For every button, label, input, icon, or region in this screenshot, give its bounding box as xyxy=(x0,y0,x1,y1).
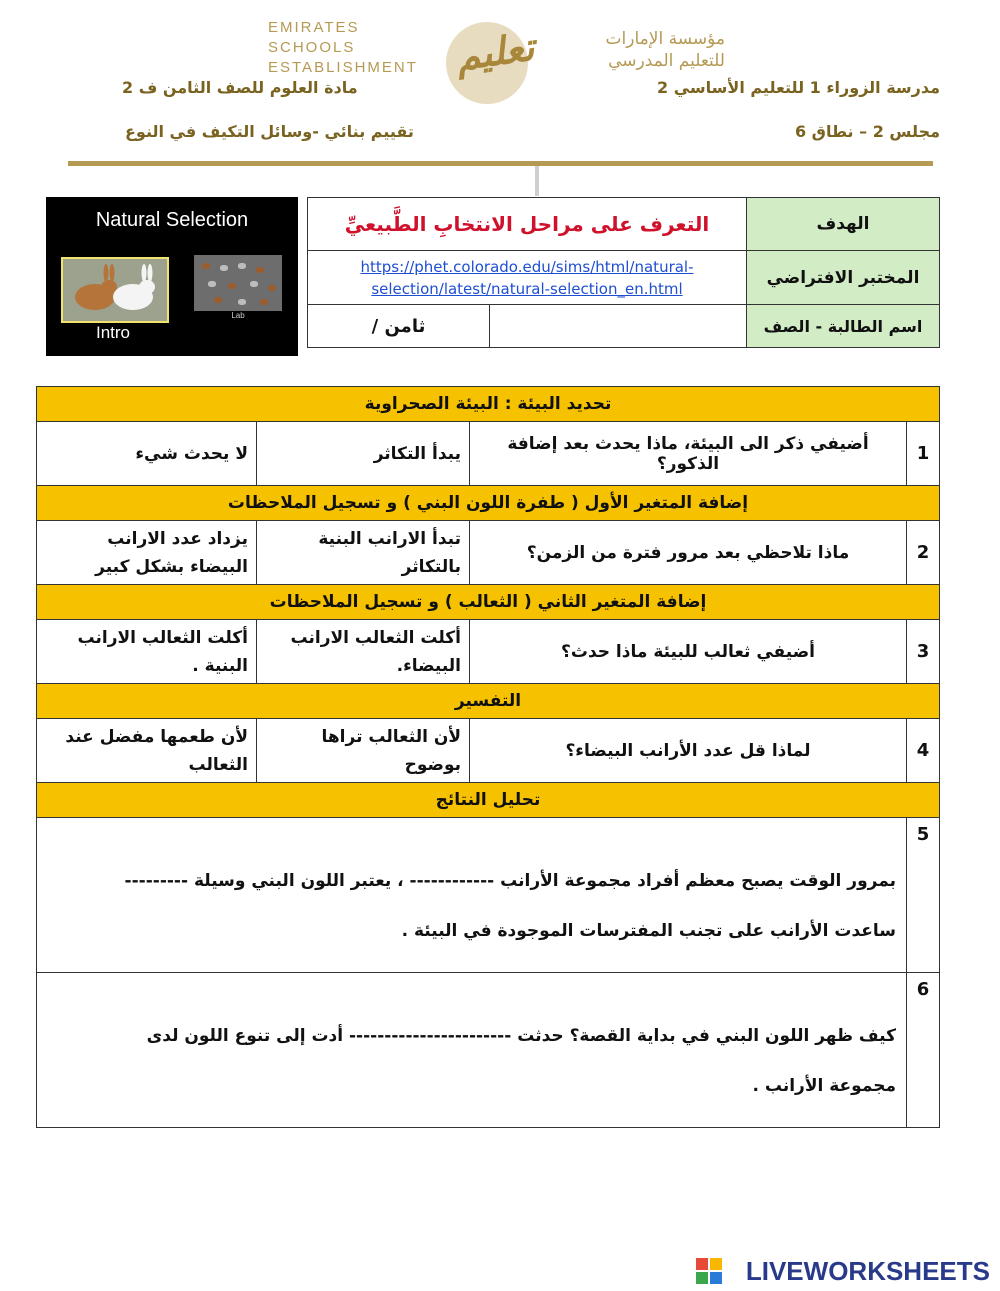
org-name-en-line2: ESTABLISHMENT xyxy=(268,59,418,76)
question-text: أضيفي ثعالب للبيئة ماذا حدث؟ xyxy=(470,620,907,684)
student-name-field[interactable] xyxy=(490,305,747,348)
org-name-ar xyxy=(575,28,725,72)
question-number: 4 xyxy=(907,719,940,783)
header-divider xyxy=(68,161,933,166)
answer-option[interactable]: لا يحدث شيء xyxy=(37,422,257,486)
table-row xyxy=(37,973,940,1128)
subject-title: مادة العلوم للصف الثامن ف 2 xyxy=(122,78,358,97)
answer-option[interactable]: يبدأ التكاثر xyxy=(257,422,470,486)
lab-label: Lab xyxy=(231,311,245,320)
logo: تعليم xyxy=(453,24,537,80)
fill-in-line[interactable]: كيف ظهر اللون البني في بداية القصة؟ حدثت ----------------------- أدت إلى تنوع اللون لدى xyxy=(146,1026,896,1046)
goal-value: التعرف على مراحل الانتخابِ الطَّبيعيِّ xyxy=(308,198,747,251)
answer-option[interactable]: أكلت الثعالب الارانب البيضاء. xyxy=(257,620,470,684)
section-variable-1: إضافة المتغير الأول ( طفرة اللون البني ) و تسجيل الملاحظات xyxy=(37,486,940,521)
worksheet-table xyxy=(36,386,940,1128)
org-name-en xyxy=(268,18,418,78)
simulation-title: Natural Selection xyxy=(95,209,249,231)
org-name-ar-line2: للتعليم المدرسي xyxy=(608,51,725,71)
question-text: ماذا تلاحظي بعد مرور فترة من الزمن؟ xyxy=(470,521,907,585)
fill-in-line: ساعدت الأرانب على تجنب المفترسات الموجودة في البيئة . xyxy=(401,921,896,941)
school-name: مدرسة الزوراء 1 للتعليم الأساسي 2 xyxy=(657,78,940,97)
fill-in-line: مجموعة الأرانب . xyxy=(752,1076,896,1096)
lab-link-line1[interactable]: https://phet.colorado.edu/sims/html/natural- xyxy=(360,257,694,276)
liveworksheets-logo-icon xyxy=(696,1258,722,1284)
info-table xyxy=(307,197,940,348)
section-environment: تحديد البيئة : البيئة الصحراوية xyxy=(37,387,940,422)
section-interpretation: التفسير xyxy=(37,684,940,719)
table-row xyxy=(37,521,940,585)
goal-label: الهدف xyxy=(747,198,940,251)
lab-label-cell: المختبر الافتراضي xyxy=(747,251,940,305)
question-number: 6 xyxy=(907,973,940,1128)
table-row xyxy=(37,422,940,486)
question-text: أضيفي ذكر الى البيئة، ماذا يحدث بعد إضافة الذكور؟ xyxy=(470,422,907,486)
lab-link-line2[interactable]: selection/latest/natural-selection_en.html xyxy=(371,279,683,298)
rabbits-icon xyxy=(63,259,167,321)
org-name-ar-line1: مؤسسة الإمارات xyxy=(605,29,725,49)
table-row xyxy=(37,818,940,973)
answer-option[interactable]: يزداد عدد الارانب البيضاء بشكل كبير xyxy=(37,521,257,585)
section-analysis: تحليل النتائج xyxy=(37,783,940,818)
table-row xyxy=(37,620,940,684)
lab-link[interactable] xyxy=(308,251,747,305)
intro-screen-thumb[interactable] xyxy=(61,257,169,323)
intro-label: Intro xyxy=(95,323,131,342)
answer-option[interactable]: لأن طعمها مفضل عند الثعالب xyxy=(37,719,257,783)
question-number: 3 xyxy=(907,620,940,684)
question-number: 2 xyxy=(907,521,940,585)
question-number: 1 xyxy=(907,422,940,486)
answer-option[interactable]: أكلت الثعالب الارانب البنية . xyxy=(37,620,257,684)
question-text: لماذا قل عدد الأرانب البيضاء؟ xyxy=(470,719,907,783)
fill-in-text[interactable] xyxy=(37,818,907,973)
council-info: مجلس 2 – نطاق 6 xyxy=(794,122,940,141)
simulation-thumbnail[interactable] xyxy=(46,197,298,356)
question-number: 5 xyxy=(907,818,940,973)
lab-screen-thumb[interactable] xyxy=(194,255,282,311)
answer-option[interactable]: لأن الثعالب تراها بوضوح xyxy=(257,719,470,783)
answer-option[interactable]: تبدأ الارانب البنية بالتكاثر xyxy=(257,521,470,585)
section-variable-2: إضافة المتغير الثاني ( الثعالب ) و تسجيل الملاحظات xyxy=(37,585,940,620)
student-label: اسم الطالبة - الصف xyxy=(747,305,940,348)
grade-value[interactable]: ثامن / xyxy=(308,305,490,348)
fill-in-line[interactable]: بمرور الوقت يصبح معظم أفراد مجموعة الأرانب ------------ ، يعتبر اللون البني وسيلة --------- xyxy=(124,871,896,891)
fill-in-text[interactable] xyxy=(37,973,907,1128)
liveworksheets-brand[interactable]: LIVEWORKSHEETS xyxy=(745,1256,990,1286)
org-name-en-line1: EMIRATES SCHOOLS xyxy=(268,19,360,56)
assessment-title: تقييم بنائي -وسائل التكيف في النوع xyxy=(125,122,414,141)
header-divider-stem xyxy=(535,166,539,196)
table-row xyxy=(37,719,940,783)
